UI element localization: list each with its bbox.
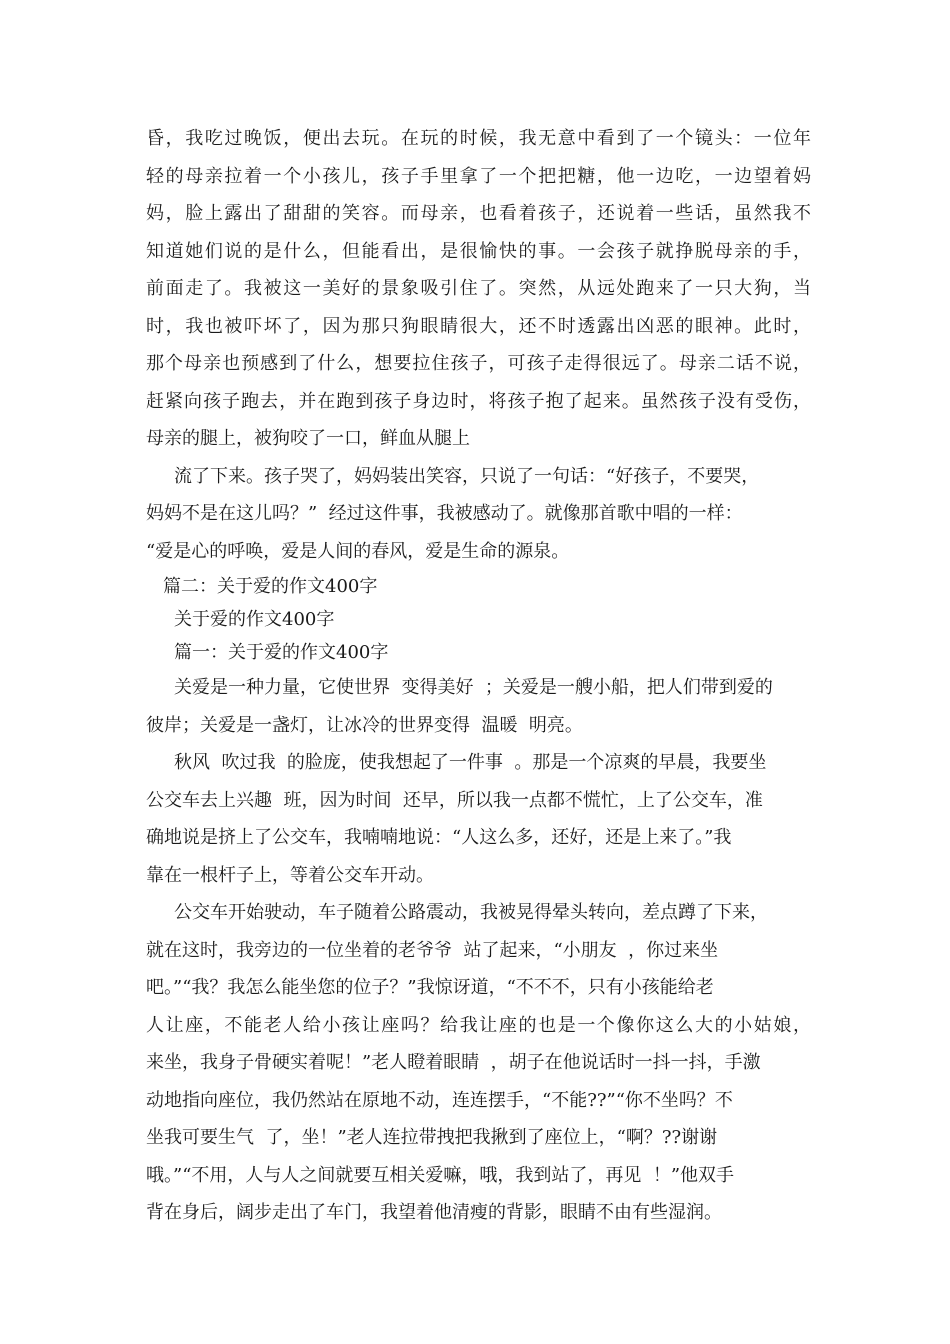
text-line: 妈，脸上露出了甜甜的笑容。而母亲，也看着孩子，还说着一些话，虽然我不: [146, 203, 811, 224]
text-line: 昏，我吃过晚饭，便出去玩。在玩的时候，我无意中看到了一个镜头：一位年: [146, 128, 811, 149]
section-heading: 篇二：关于爱的作文400字: [163, 576, 378, 597]
text-line: 确地说是挤上了公交车，我喃喃地说：“人这么多，还好，还是上来了。”我: [146, 827, 732, 848]
text-line: 吧。”“我？我怎么能坐您的位子？”我惊讶道，“不不不，只有小孩能给老: [146, 977, 714, 998]
text-line: 人让座，不能老人给小孩让座吗？给我让座的也是一个像你这么大的小姑娘，: [146, 1014, 811, 1036]
text-line: 彼岸；关爱是一盏灯，让冰冷的世界变得 温暖 明亮。: [146, 714, 583, 736]
text-line: 知道她们说的是什么，但能看出，是很愉快的事。一会孩子就挣脱母亲的手，: [146, 240, 811, 262]
text-line: 关爱是一种力量，它使世界 变得美好 ；关爱是一艘小船，把人们带到爱的: [174, 677, 773, 698]
text-line: 就在这时，我旁边的一位坐着的老爷爷 站了起来，“小朋友 ，你过来坐: [146, 939, 719, 961]
text-line: 流了下来。孩子哭了，妈妈装出笑容，只说了一句话：“好孩子，不要哭，: [174, 465, 760, 487]
essay-body: [146, 120, 811, 1232]
text-line: 动地指向座位，我仍然站在原地不动，连连摆手，“不能??”“你不坐吗？不: [146, 1089, 733, 1111]
text-line: 妈妈不是在这儿吗？” 经过这件事，我被感动了。就像那首歌中唱的一样：: [146, 503, 743, 524]
text-line: 公交车去上兴趣 班，因为时间 还早，所以我一点都不慌忙，上了公交车，准: [146, 789, 763, 811]
text-line: “爱是心的呼唤，爱是人间的春风，爱是生命的源泉。: [146, 540, 570, 562]
text-line: 前面走了。我被这一美好的景象吸引住了。突然，从远处跑来了一只大狗，当: [146, 278, 811, 299]
text-line: 秋风 吹过我 的脸庞，使我想起了一件事 。那是一个凉爽的早晨，我要坐: [174, 752, 767, 773]
text-line: 坐我可要生气 了，坐！”老人连拉带拽把我揪到了座位上，“啊？??谢谢: [146, 1127, 718, 1148]
text-line: 那个母亲也预感到了什么，想要拉住孩子，可孩子走得很远了。母亲二话不说，: [146, 353, 811, 374]
text-line: 来坐，我身子骨硬实着呢！”老人瞪着眼睛 ，胡子在他说话时一抖一抖，手激: [146, 1052, 761, 1073]
text-line: 靠在一根杆子上，等着公交车开动。: [146, 864, 434, 886]
article-title: 关于爱的作文400字: [174, 609, 335, 630]
text-line: 公交车开始驶动，车子随着公路震动，我被晃得晕头转向，差点蹲了下来，: [174, 902, 768, 923]
text-line: 哦。”“不用，人与人之间就要互相关爱嘛，哦，我到站了，再见 ！”他双手: [146, 1164, 735, 1186]
text-line: 赶紧向孩子跑去，并在跑到孩子身边时，将孩子抱了起来。虽然孩子没有受伤，: [146, 390, 811, 412]
text-line: 母亲的腿上，被狗咬了一口，鲜血从腿上: [146, 428, 470, 449]
text-line: 时，我也被吓坏了，因为那只狗眼睛很大，还不时透露出凶恶的眼神。此时，: [146, 315, 811, 337]
article-subtitle: 篇一：关于爱的作文400字: [174, 642, 389, 663]
text-line: 轻的母亲拉着一个小孩儿，孩子手里拿了一个把把糖，他一边吃，一边望着妈: [146, 165, 811, 187]
text-line: 背在身后，阔步走出了车门，我望着他清瘦的背影，眼睛不由有些湿润。: [146, 1202, 722, 1223]
